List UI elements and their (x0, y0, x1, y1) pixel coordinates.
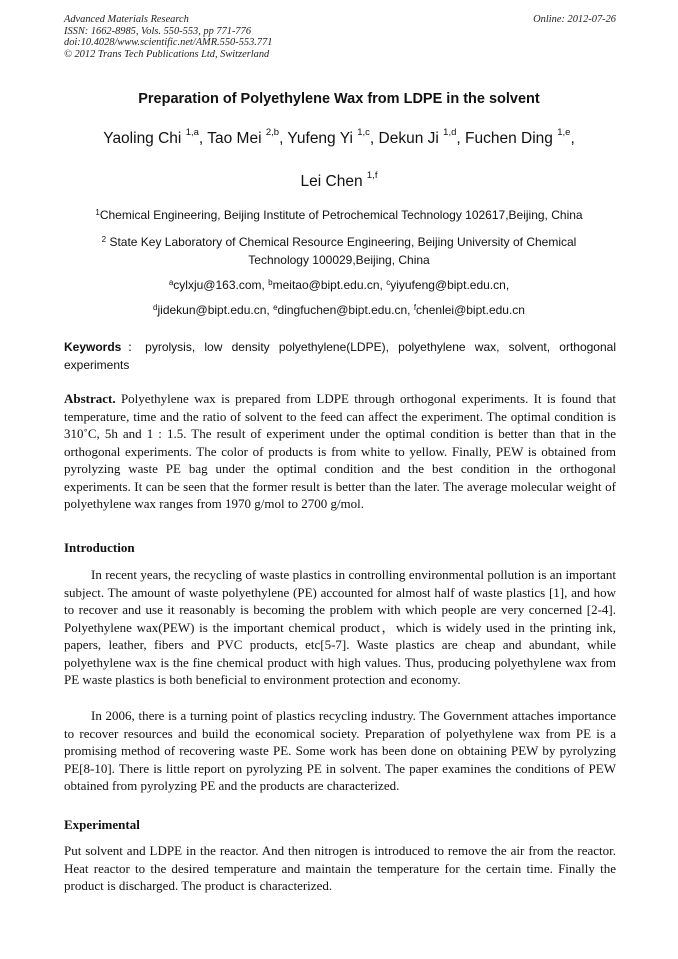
email-address: dingfuchen@bipt.edu.cn (277, 303, 408, 317)
affiliation-1 (60, 206, 618, 224)
experimental-paragraph: Put solvent and LDPE in the reactor. And then nitrogen is introduced to remove the air from the reactor. Heat reactor to the desired temperature and maintain the temperature for the certain time. Finally the product is discharged. The product is characterized. (64, 843, 616, 893)
affiliation-sup: 2 (101, 235, 107, 244)
online-date: Online: 2012-07-26 (533, 14, 616, 25)
abstract-text: Polyethylene wax is prepared from LDPE through orthogonal experiments. It is found that temperature, time and the ratio of solvent to the feed can affect the experiment. The optimal condition is 310˚C, 5h and 1 : 1.5. The result of experiment under the optimal condition is better than that in the orthogonal experiments. The color of products is from white to yellow. Finally, PEW is obtained from pyrolyzing waste PE bag under the optimal condition and the best condition in the orthogonal experiments. It can be seen that the former result is better than the later. The average molecular weight of polyethylene wax ranges from 1970 g/mol to 2700 g/mol. (64, 391, 616, 511)
author-sup: 1,c (357, 127, 370, 138)
author-sup: 1,d (443, 127, 457, 138)
email-sup: f (413, 303, 417, 312)
affiliation-2-cont (60, 251, 618, 269)
author-name: Dekun Ji (378, 130, 439, 147)
journal-header (64, 14, 616, 60)
author-line-2 (0, 170, 678, 191)
copyright-line: © 2012 Trans Tech Publications Ltd, Switzerland (64, 48, 270, 60)
affiliation-text: State Key Laboratory of Chemical Resource Engineering, Beijing University of Chemical (109, 235, 577, 249)
keywords-separator: ： (121, 340, 146, 354)
email-address: cylxju@163.com (173, 278, 262, 292)
issn-line: ISSN: 1662-8985, Vols. 550-553, pp 771-776 (64, 25, 252, 37)
author-sup: 1,f (366, 170, 378, 181)
email-line-2: $^d$jidekun@bipt.edu.cn, $^e$dingfuchen@bipt.edu.cn, $^f$chenlei@bipt.edu.cn (153, 303, 525, 317)
author-sup: 1,a (185, 127, 199, 138)
email-address: meitao@bipt.edu.cn (272, 278, 380, 292)
author-name: Tao Mei (207, 130, 262, 147)
experimental-heading: Experimental (64, 817, 140, 832)
email-sup: e (273, 303, 278, 312)
author-sup: 1,e (557, 127, 571, 138)
introduction-heading: Introduction (64, 540, 135, 555)
email-sup: a (168, 278, 174, 287)
paper-title: Preparation of Polyethylene Wax from LDPE in the solvent (138, 91, 540, 107)
author-name: Fuchen Ding (465, 130, 553, 147)
keywords (64, 338, 616, 374)
abstract-label: Abstract. (64, 391, 116, 406)
affiliation-2 (60, 233, 618, 251)
affiliation-sup: 1 (95, 208, 100, 217)
author-sup: 2,b (265, 127, 280, 138)
email-address: chenlei@bipt.edu.cn (416, 303, 525, 317)
email-sup: c (386, 278, 391, 287)
author-name: Yaoling Chi (103, 130, 182, 147)
keywords-text: pyrolysis, low density polyethylene(LDPE), polyethylene wax, solvent, orthogonal experiments (64, 340, 616, 372)
introduction-paragraph-1: In recent years, the recycling of waste plastics in controlling environmental pollution is an important subject. The amount of waste polyethylene (PE) accounted for almost half of waste plastics [1], and how to recover and use it reasonably is becoming the problem with which people are very concerned [2-4]. Polyethylene wax(PEW) is the important chemical product，which is widely used in the printing ink, papers, leather, fibers and PVC products, etc[5-7]. Waste plastics are cheap and abundant, while polyethylene wax is the fine chemical product with high values. Thus, producing polyethylene wax from PE waste plastics is both beneficial to environment protection and economy. (64, 567, 616, 687)
email-sup: b (268, 278, 273, 287)
email-sup: d (153, 303, 158, 312)
affiliation-text: Chemical Engineering, Beijing Institute of Petrochemical Technology 102617,Beijing, China (99, 208, 583, 222)
email-address: yiyufeng@bipt.edu.cn (390, 278, 506, 292)
email-address: jidekun@bipt.edu.cn (157, 303, 267, 317)
introduction-paragraph-2: In 2006, there is a turning point of plastics recycling industry. The Government attaches importance to recover resources and build the economical society. Preparation of polyethylene wax from PE is a promising method of recovering waste PE. Some work has been done on obtaining PEW by pyrolyzing PE[8-10]. There is little report on pyrolyzing PE in solvent. The paper examines the conditions of PEW obtained from pyrolyzing PE and the products are characterized. (64, 708, 616, 793)
author-line-1: Yaoling Chi $^{1,a}$, Tao Mei $^{2,b}$, Yufeng Yi $^{1,c}$, Dekun Ji $^{1,d}$, Fuchen Ding $^{1,e}$, (103, 127, 575, 147)
doi-line: doi:10.4028/www.scientific.net/AMR.550-553.771 (64, 37, 273, 48)
author-name: Yufeng Yi (287, 130, 353, 147)
email-line-1: $^a$cylxju@163.com, $^b$meitao@bipt.edu.cn, $^c$yiyufeng@bipt.edu.cn, (168, 278, 510, 292)
affiliation-text: Technology 100029,Beijing, China (248, 253, 430, 267)
keywords-label: Keywords (64, 340, 122, 354)
journal-name: Advanced Materials Research (64, 14, 189, 25)
abstract (64, 390, 616, 513)
author-name: Lei Chen (300, 173, 363, 190)
